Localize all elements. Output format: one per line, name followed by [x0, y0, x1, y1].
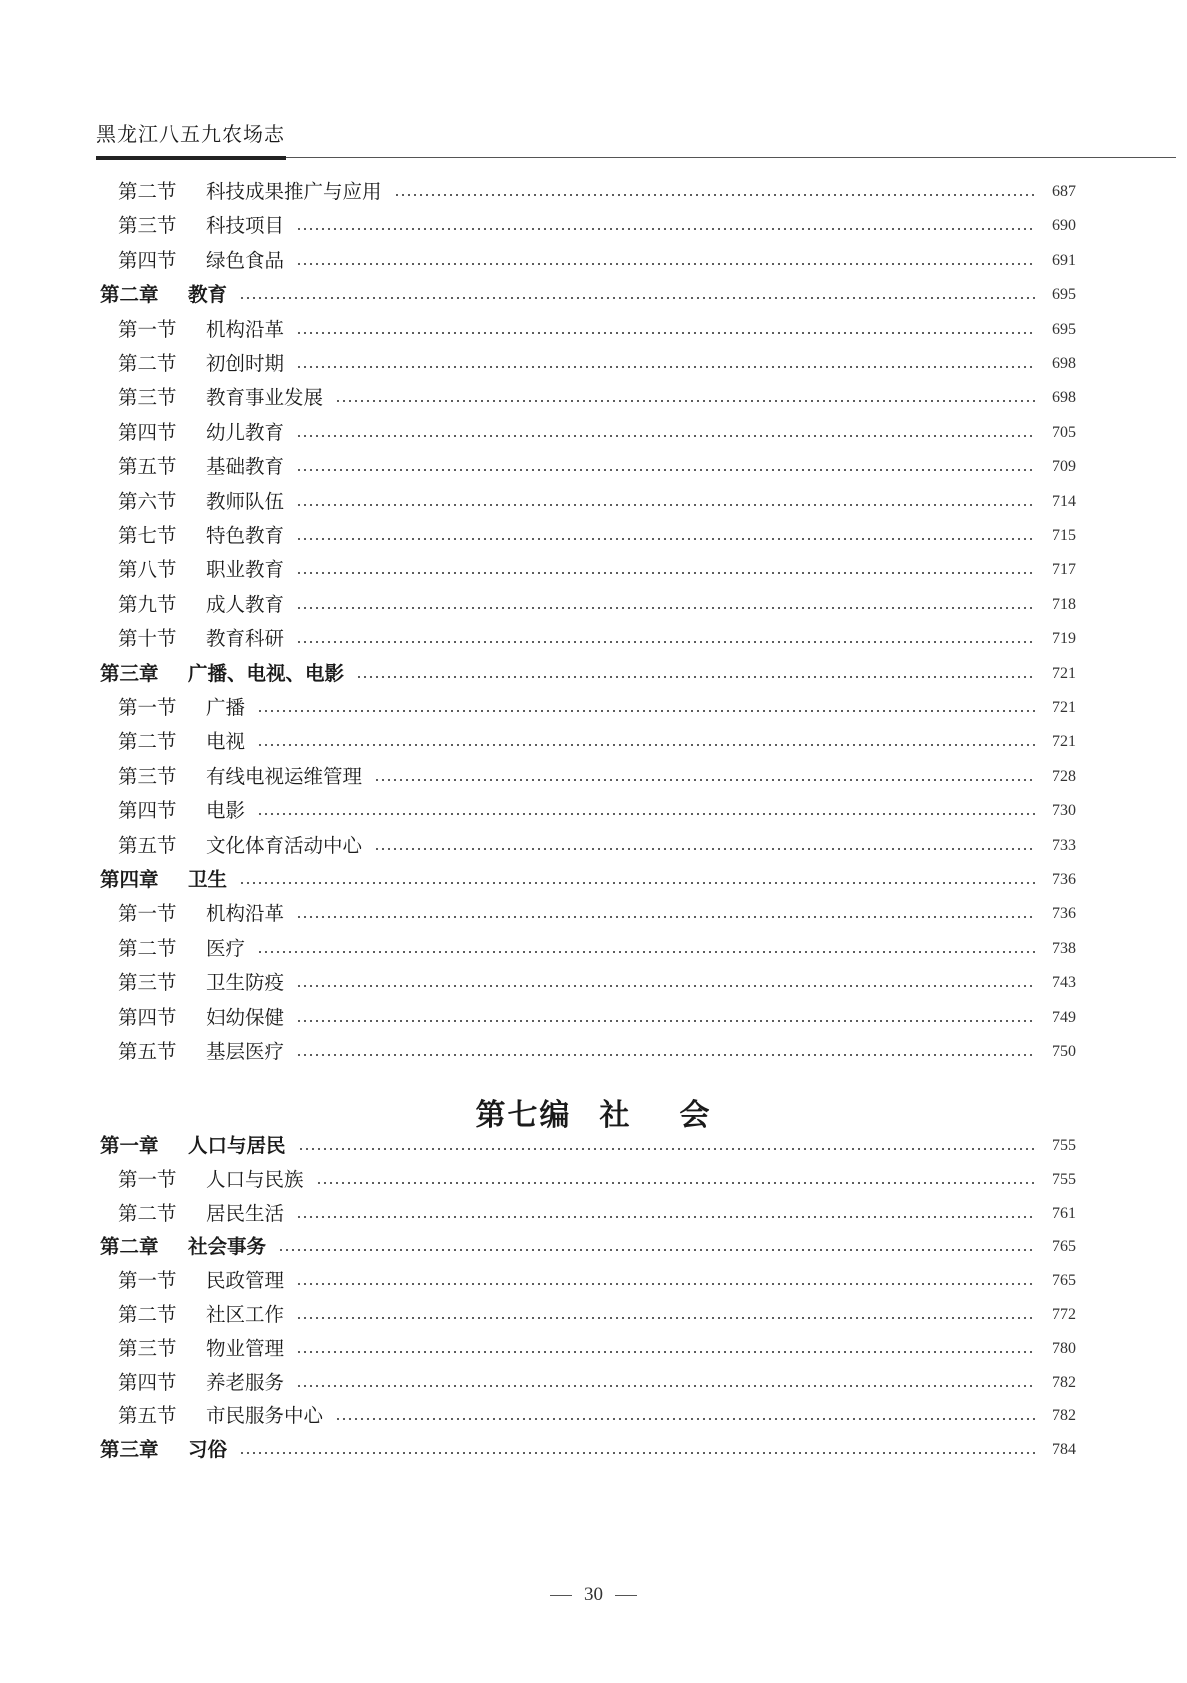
toc-chapter-row: [100, 1131, 1076, 1161]
toc-entry-page: 728: [1052, 767, 1076, 785]
toc-section-row: [118, 1003, 1076, 1033]
toc-leader-dots: [296, 985, 1036, 987]
toc-leader-dots: [296, 332, 1036, 334]
toc-section-row: [118, 1199, 1076, 1229]
toc-entry-title: 广播、电视、电影: [188, 661, 345, 685]
toc-entry-number: 第三章: [100, 661, 159, 685]
toc-section-row: [118, 1165, 1076, 1195]
toc-entry-number: 第三章: [100, 1438, 159, 1462]
toc-entry-page: 736: [1052, 871, 1076, 888]
part-heading: [0, 1090, 1187, 1134]
toc-entry-number: 第四节: [118, 1005, 177, 1029]
toc-leader-dots: [335, 1418, 1036, 1420]
toc-entry-page: 721: [1052, 699, 1076, 716]
toc-entry-number: 第三节: [118, 214, 177, 238]
toc-entry-number: 第二节: [118, 936, 177, 960]
toc-entry-number: 第三节: [118, 764, 177, 788]
toc-section-row: [118, 1037, 1076, 1067]
toc-chapter-row: [100, 865, 1076, 895]
toc-leader-dots: [335, 400, 1036, 402]
toc-leader-dots: [296, 538, 1036, 540]
header-rule-thick: [96, 156, 286, 160]
toc-entry-title: 电视: [206, 730, 246, 754]
toc-entry-number: 第三节: [118, 386, 177, 410]
toc-leader-dots: [298, 1148, 1036, 1150]
toc-entry-number: 第四节: [118, 799, 177, 823]
toc-section-row: [118, 246, 1076, 276]
toc-section-row: [118, 487, 1076, 517]
toc-entry-page: 755: [1052, 1137, 1076, 1154]
toc-section-row: [118, 555, 1076, 585]
toc-section-row: [118, 452, 1076, 482]
toc-entry-page: 695: [1052, 320, 1076, 338]
toc-section-row: [118, 831, 1076, 861]
toc-leader-dots: [296, 504, 1036, 506]
toc-entry-page: 690: [1052, 217, 1076, 235]
toc-entry-title: 基础教育: [206, 455, 285, 479]
toc-chapter-row: [100, 1232, 1076, 1262]
toc-entry-title: 幼儿教育: [206, 420, 285, 444]
toc-leader-dots: [296, 228, 1036, 230]
toc-section-row: [118, 1401, 1076, 1431]
toc-entry-page: 761: [1052, 1204, 1076, 1222]
toc-entry-title: 社会事务: [188, 1235, 267, 1259]
toc-section-row: [118, 693, 1076, 723]
toc-leader-dots: [296, 572, 1036, 574]
running-head-title: 黑龙江八五九农场志: [96, 122, 285, 146]
footer-dash-right: [615, 1595, 637, 1596]
toc-leader-dots: [296, 263, 1036, 265]
part-name-char-1: 社: [599, 1098, 632, 1133]
toc-entry-number: 第五节: [118, 1040, 177, 1063]
toc-entry-number: 第七节: [118, 524, 177, 547]
toc-entry-page: 755: [1052, 1170, 1076, 1188]
toc-entry-number: 第一节: [118, 1167, 177, 1191]
toc-leader-dots: [356, 676, 1036, 678]
toc-entry-number: 第二节: [118, 1303, 177, 1326]
toc-leader-dots: [296, 1054, 1036, 1056]
toc-entry-number: 第一节: [118, 1269, 177, 1293]
toc-chapter-row: [100, 280, 1076, 310]
toc-entry-page: 698: [1052, 389, 1076, 407]
toc-entry-title: 初创时期: [206, 352, 285, 375]
toc-leader-dots: [296, 366, 1036, 368]
part-label: 第七编: [475, 1098, 572, 1133]
toc-chapter-row: [100, 659, 1076, 689]
toc-leader-dots: [257, 744, 1036, 746]
toc-entry-number: 第四节: [118, 420, 177, 444]
toc-entry-number: 第五节: [118, 833, 177, 857]
toc-leader-dots: [296, 1283, 1036, 1285]
toc-entry-number: 第一章: [100, 1134, 159, 1157]
toc-leader-dots: [296, 1385, 1036, 1387]
toc-entry-title: 成人教育: [206, 592, 285, 616]
toc-leader-dots: [239, 1452, 1036, 1454]
toc-entry-title: 广播: [206, 696, 246, 719]
toc-entry-page: 736: [1052, 905, 1076, 923]
toc-entry-page: 750: [1052, 1043, 1076, 1060]
toc-entry-title: 卫生防疫: [206, 971, 285, 995]
toc-entry-title: 特色教育: [206, 524, 285, 547]
toc-section-row: [118, 968, 1076, 998]
toc-entry-page: 691: [1052, 251, 1076, 269]
toc-entry-number: 第一节: [118, 902, 177, 926]
toc-entry-title: 卫生: [188, 868, 228, 891]
toc-leader-dots: [374, 848, 1036, 850]
toc-section-row: [118, 315, 1076, 345]
toc-entry-title: 有线电视运维管理: [206, 764, 363, 788]
toc-entry-number: 第六节: [118, 489, 177, 513]
toc-entry-page: 784: [1052, 1441, 1076, 1459]
toc-section-row: [118, 1266, 1076, 1296]
toc-leader-dots: [296, 1216, 1036, 1218]
toc-entry-number: 第四节: [118, 248, 177, 272]
toc-entry-number: 第五节: [118, 455, 177, 479]
toc-section-row: [118, 796, 1076, 826]
toc-leader-dots: [296, 607, 1036, 609]
toc-section-row: [118, 177, 1076, 207]
toc-entry-title: 习俗: [188, 1438, 228, 1462]
toc-section-row: [118, 418, 1076, 448]
toc-entry-page: 687: [1052, 183, 1076, 200]
toc-entry-page: 765: [1052, 1238, 1076, 1256]
toc-leader-dots: [296, 1020, 1036, 1022]
toc-leader-dots: [296, 916, 1036, 918]
toc-entry-number: 第二章: [100, 1235, 159, 1259]
toc-entry-page: 721: [1052, 664, 1076, 682]
toc-entry-number: 第二节: [118, 180, 177, 203]
toc-entry-number: 第四节: [118, 1370, 177, 1394]
toc-entry-title: 物业管理: [206, 1336, 285, 1360]
toc-chapter-row: [100, 1435, 1076, 1465]
toc-leader-dots: [239, 882, 1036, 884]
toc-leader-dots: [394, 194, 1036, 196]
part-name-char-2: 会: [679, 1098, 712, 1133]
toc-section-row: [118, 590, 1076, 620]
toc-entry-title: 教师队伍: [206, 489, 285, 513]
toc-entry-title: 市民服务中心: [206, 1404, 324, 1428]
toc-entry-page: 718: [1052, 595, 1076, 613]
toc-entry-title: 民政管理: [206, 1269, 285, 1293]
toc-entry-title: 人口与居民: [188, 1134, 286, 1157]
toc-entry-title: 人口与民族: [206, 1167, 304, 1191]
toc-leader-dots: [374, 779, 1036, 781]
toc-entry-number: 第一节: [118, 696, 177, 719]
toc-entry-title: 绿色食品: [206, 248, 285, 272]
toc-section-row: [118, 211, 1076, 241]
toc-section-row: [118, 624, 1076, 654]
toc-entry-title: 机构沿革: [206, 902, 285, 926]
toc-entry-page: 714: [1052, 492, 1076, 510]
toc-leader-dots: [296, 435, 1036, 437]
toc-entry-page: 717: [1052, 561, 1076, 579]
footer-dash-left: [550, 1595, 572, 1596]
toc-leader-dots: [257, 813, 1036, 815]
toc-entry-title: 妇幼保健: [206, 1005, 285, 1029]
toc-entry-number: 第三节: [118, 1336, 177, 1360]
toc-entry-title: 基层医疗: [206, 1040, 285, 1063]
toc-entry-page: 733: [1052, 836, 1076, 854]
toc-section-row: [118, 521, 1076, 551]
toc-entry-page: 782: [1052, 1373, 1076, 1391]
toc-entry-title: 科技成果推广与应用: [206, 180, 382, 203]
toc-leader-dots: [239, 297, 1036, 299]
toc-entry-title: 电影: [206, 799, 246, 823]
toc-entry-number: 第八节: [118, 558, 177, 582]
toc-entry-page: 705: [1052, 423, 1076, 441]
toc-leader-dots: [296, 641, 1036, 643]
toc-leader-dots: [257, 951, 1036, 953]
toc-entry-page: 721: [1052, 733, 1076, 751]
toc-section-row: [118, 1368, 1076, 1398]
toc-entry-title: 文化体育活动中心: [206, 833, 363, 857]
toc-leader-dots: [296, 1317, 1036, 1319]
toc-entry-number: 第五节: [118, 1404, 177, 1428]
toc-entry-page: 743: [1052, 974, 1076, 992]
toc-entry-number: 第四章: [100, 868, 159, 891]
toc-section-row: [118, 1334, 1076, 1364]
toc-entry-page: 772: [1052, 1306, 1076, 1323]
toc-entry-title: 教育科研: [206, 627, 285, 651]
toc-entry-title: 教育: [188, 283, 228, 307]
toc-leader-dots: [296, 1351, 1036, 1353]
page-footer: [0, 1584, 1187, 1606]
toc-entry-page: 738: [1052, 939, 1076, 957]
toc-section-row: [118, 349, 1076, 379]
toc-entry-title: 机构沿革: [206, 317, 285, 341]
toc-entry-number: 第二节: [118, 1201, 177, 1225]
toc-entry-number: 第二节: [118, 730, 177, 754]
toc-entry-number: 第十节: [118, 627, 177, 651]
toc-section-row: [118, 1300, 1076, 1330]
toc-entry-title: 医疗: [206, 936, 246, 960]
toc-section-row: [118, 383, 1076, 413]
toc-entry-number: 第一节: [118, 317, 177, 341]
toc-entry-page: 719: [1052, 630, 1076, 648]
toc-entry-number: 第三节: [118, 971, 177, 995]
toc-entry-title: 养老服务: [206, 1370, 285, 1394]
toc-entry-page: 765: [1052, 1272, 1076, 1290]
toc-leader-dots: [278, 1249, 1036, 1251]
toc-entry-title: 居民生活: [206, 1201, 285, 1225]
toc-section-row: [118, 934, 1076, 964]
toc-entry-page: 780: [1052, 1339, 1076, 1357]
toc-section-row: [118, 899, 1076, 929]
toc-entry-title: 职业教育: [206, 558, 285, 582]
toc-entry-page: 709: [1052, 458, 1076, 476]
toc-entry-page: 730: [1052, 802, 1076, 820]
toc-entry-title: 教育事业发展: [206, 386, 324, 410]
toc-entry-page: 698: [1052, 355, 1076, 372]
toc-entry-page: 715: [1052, 527, 1076, 544]
toc-entry-page: 749: [1052, 1008, 1076, 1026]
toc-entry-number: 第二节: [118, 352, 177, 375]
toc-entry-title: 社区工作: [206, 1303, 285, 1326]
toc-entry-title: 科技项目: [206, 214, 285, 238]
header-rule-thin: [286, 157, 1176, 158]
toc-leader-dots: [257, 710, 1036, 712]
toc-entry-page: 782: [1052, 1407, 1076, 1425]
toc-section-row: [118, 762, 1076, 792]
toc-entry-number: 第二章: [100, 283, 159, 307]
toc-leader-dots: [316, 1182, 1036, 1184]
toc-entry-number: 第九节: [118, 592, 177, 616]
toc-section-row: [118, 727, 1076, 757]
toc-entry-page: 695: [1052, 286, 1076, 304]
page-number: 30: [584, 1584, 603, 1605]
toc-leader-dots: [296, 469, 1036, 471]
